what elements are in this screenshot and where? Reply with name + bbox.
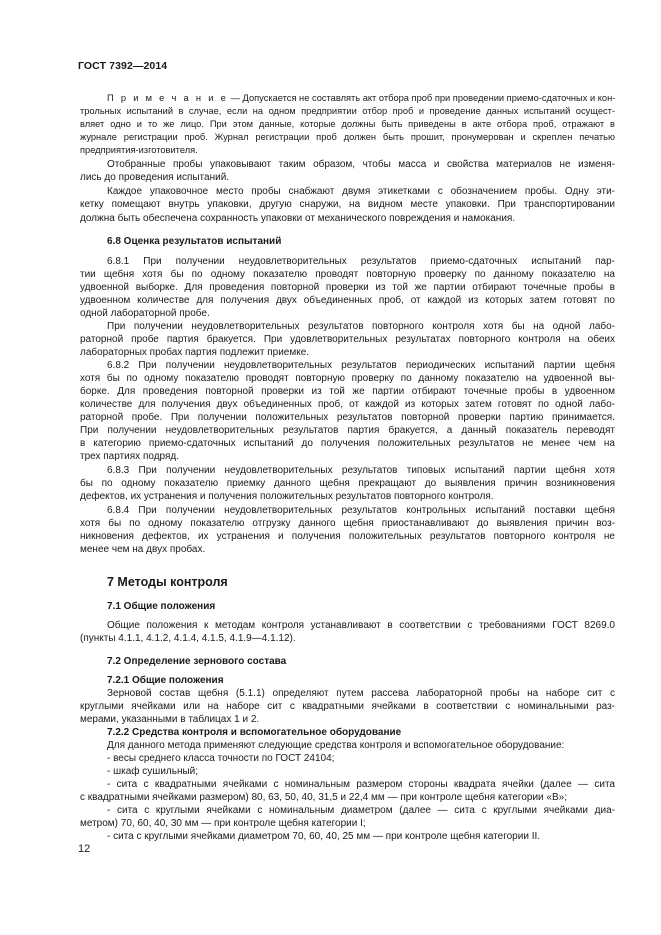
paragraph-line: 6.8.3 При получении неудовлетворительных результатов типовых испытаний партии щебня хотя bbox=[107, 465, 615, 476]
paragraph-line: удвоенном количестве для получения двух объединенных проб, от каждой из которых затем готовят по bbox=[80, 295, 615, 306]
note-line-4: журнале регистрации проб. Журнал регистрации проб должен быть прошит, пронумерован и скреплен печатью bbox=[80, 132, 615, 142]
section-7-1-title: 7.1 Общие положения bbox=[107, 601, 216, 612]
list-item: - сита с круглыми ячейками с номинальным диаметром (далее — сита с круглыми ячейками диа- bbox=[107, 805, 615, 816]
paragraph-line: трех партиях подряд. bbox=[80, 451, 180, 462]
paragraph-line: Каждое упаковочное место пробы снабжают двумя этикетками с обозначением пробы. Одну эти- bbox=[107, 186, 615, 197]
paragraph-line: круглыми ячейками или на наборе сит с квадратными ячейками в соответствии с номинальными раз- bbox=[80, 701, 615, 712]
paragraph-line: лабораторных пробах партия подлежит приемке. bbox=[80, 347, 310, 358]
paragraph-line: хотя бы по одному показателю отгрузку данного щебня приостанавливают до выявления причин воз- bbox=[80, 518, 615, 529]
list-item: - весы среднего класса точности по ГОСТ 24104; bbox=[107, 753, 335, 764]
paragraph-line: никновения дефектов, их устранения и получения положительных результатов повторного контроля не bbox=[80, 531, 615, 542]
paragraph-line: Зерновой состав щебня (5.1.1) определяют путем рассева лабораторной пробы на наборе сит с bbox=[107, 688, 615, 699]
paragraph-line: тии щебня хотя бы по одному показателю проводят повторную проверку по данному показателю на bbox=[80, 269, 615, 280]
section-7-title: 7 Методы контроля bbox=[107, 575, 228, 589]
paragraph-line: менее чем на двух пробах. bbox=[80, 544, 206, 555]
paragraph-line: борке. Для проведения повторной проверки из той же партии отбирают точечные пробы в удвоенном bbox=[80, 386, 615, 397]
list-item-continuation: метром) 70, 60, 40, 30 мм — при контроле щебня категории I; bbox=[80, 818, 366, 829]
note-line-2: трольных испытаний в случае, если на одном предприятии отбор проб и проведение данных испытаний осущест- bbox=[80, 106, 615, 116]
paragraph-line: лись до проведения испытаний. bbox=[80, 172, 230, 183]
paragraph-line: мерами, указанными в таблицах 1 и 2. bbox=[80, 714, 260, 725]
paragraph-line: При получении неудовлетворительных результатов повторного контроля хотя бы на одной лабо- bbox=[107, 321, 615, 332]
list-item: - сита с круглыми ячейками диаметром 70, 60, 40, 25 мм — при контроле щебня категории II. bbox=[107, 831, 541, 842]
paragraph-line: Общие положения к методам контроля устанавливают в соответствии с требованиями ГОСТ 8269.0 bbox=[107, 620, 615, 631]
list-item-continuation: с квадратными ячейками размером) 80, 63, 50, 40, 31,5 и 22,4 мм — при контроле щебня категории «В»; bbox=[80, 792, 567, 803]
note-line-3: вляет одно и то же лицо. При этом данные, которые должны быть приведены в акте отбора проб, отражают в bbox=[80, 119, 615, 129]
note-text: — Допускается не составлять акт отбора проб при проведении приемо-сдаточных и кон- bbox=[228, 93, 616, 103]
paragraph-line: бы по одному показателю приемку данного щебня прекращают до выявления причин возникновения bbox=[80, 478, 615, 489]
paragraph-line: количестве для получения двух объединенных проб, от каждой из которых затем готовят по одной лабо- bbox=[80, 399, 615, 410]
section-7-2-2-title: 7.2.2 Средства контроля и вспомогательное оборудование bbox=[107, 727, 402, 738]
paragraph-line: кетку помещают внутрь упаковки, другую снаружи, на видном месте упаковки. При транспортировании bbox=[80, 199, 615, 210]
paragraph-line: дефектов, их устранения и получения положительных результатов повторного контроля. bbox=[80, 491, 494, 502]
note-line-1 bbox=[107, 93, 615, 105]
section-7-2-1-title: 7.2.1 Общие положения bbox=[107, 675, 224, 686]
paragraph-line: (пункты 4.1.1, 4.1.2, 4.1.4, 4.1.5, 4.1.9—4.1.12). bbox=[80, 633, 296, 644]
list-item: - шкаф сушильный; bbox=[107, 766, 199, 777]
document-header: ГОСТ 7392—2014 bbox=[78, 60, 168, 72]
paragraph-line: Для данного метода применяют следующие средства контроля и вспомогательное оборудование: bbox=[107, 740, 565, 751]
paragraph-line: 6.8.2 При получении неудовлетворительных результатов периодических испытаний партии щебня bbox=[107, 360, 615, 371]
paragraph-line: одной лабораторной пробе. bbox=[80, 308, 210, 319]
paragraph-line: должна быть обеспечена сохранность упаковки от механического повреждения и намокания. bbox=[80, 213, 516, 224]
paragraph-line: в категорию приемо-сдаточных испытаний до получения положительных результатов не менее чем на bbox=[80, 438, 615, 449]
paragraph-line: хотя бы по одному показателю проводят повторную проверку по данному показателю на удвоенной вы- bbox=[80, 373, 615, 384]
page-number: 12 bbox=[78, 843, 91, 855]
paragraph-line: 6.8.1 При получении неудовлетворительных результатов приемо-сдаточных испытаний пар- bbox=[107, 256, 615, 267]
paragraph-line: При получении неудовлетворительных результатов партия бракуется, а данный показатель переводят bbox=[80, 425, 615, 436]
paragraph-line: раторной пробе. При получении положительных результатов повторной проверки партию принимается. bbox=[80, 412, 615, 423]
note-line-5: предприятия-изготовителя. bbox=[80, 145, 198, 155]
paragraph-line: 6.8.4 При получении неудовлетворительных результатов контрольных испытаний поставки щебня bbox=[107, 505, 615, 516]
paragraph-line: удвоенной выборке. Для проведения повторной проверки из той же партии отбирают точечные пробы в bbox=[80, 282, 615, 293]
section-6-8-title: 6.8 Оценка результатов испытаний bbox=[107, 236, 282, 247]
paragraph-line: Отобранные пробы упаковывают таким образом, чтобы масса и свойства материалов не изменя- bbox=[107, 159, 615, 170]
list-item: - сита с квадратными ячейками с номинальным размером стороны квадрата ячейки (далее — сита bbox=[107, 779, 615, 790]
section-7-2-title: 7.2 Определение зернового состава bbox=[107, 656, 287, 667]
paragraph-line: раторной пробе партия бракуется. При удовлетворительных результатах повторного контроля на обеих bbox=[80, 334, 615, 345]
note-label: П р и м е ч а н и е bbox=[107, 93, 229, 103]
